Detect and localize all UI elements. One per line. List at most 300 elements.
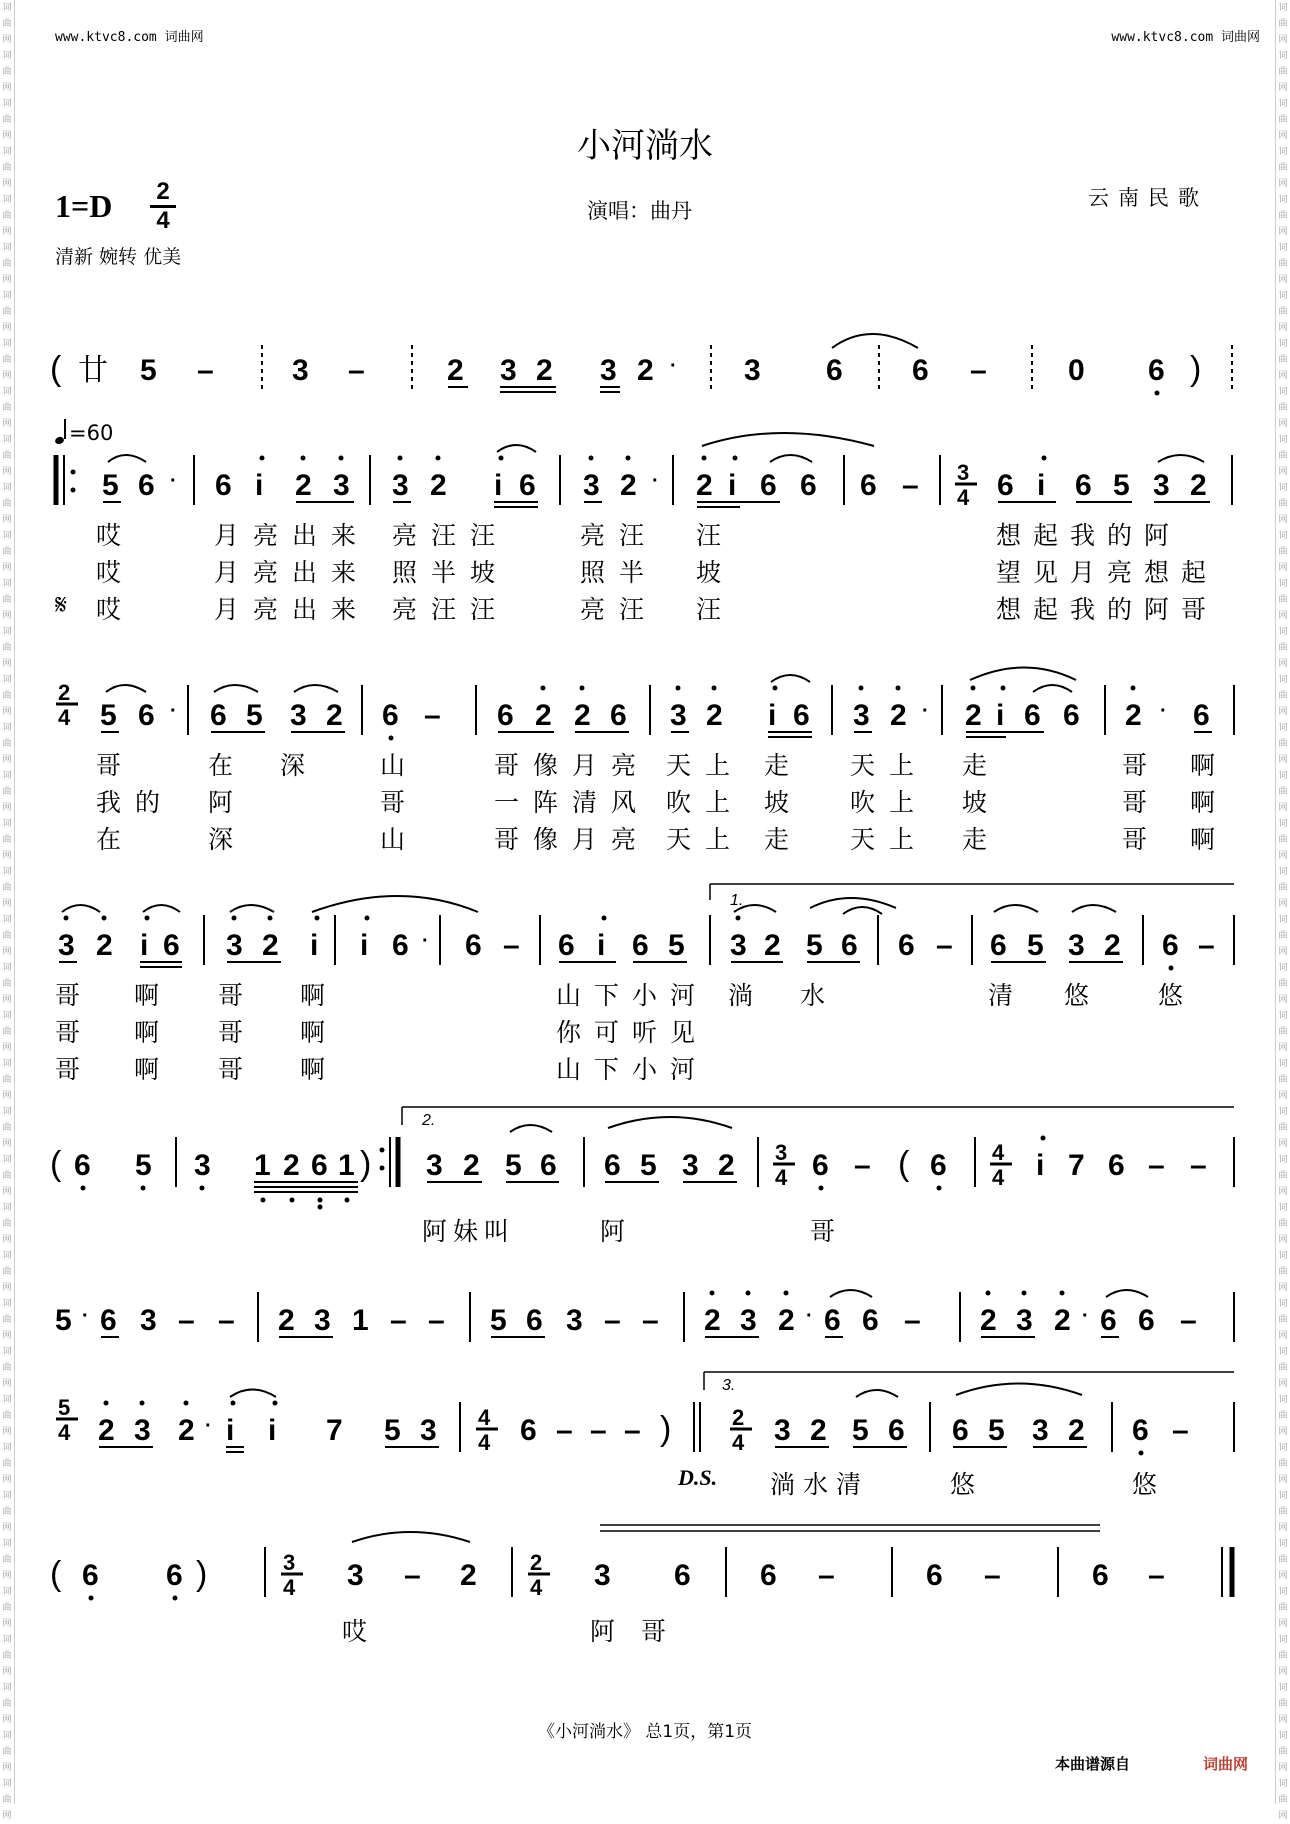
svg-text:4: 4 — [283, 1575, 296, 1600]
svg-text:–: – — [984, 1559, 1001, 1592]
svg-text:6: 6 — [1193, 699, 1210, 732]
svg-text:6: 6 — [997, 469, 1014, 502]
svg-text:6: 6 — [604, 1149, 621, 1182]
lyric-row3-v1: 悠 — [1064, 981, 1090, 1010]
lyric-row1-v3-a: 哎 — [96, 595, 122, 624]
svg-text:5: 5 — [668, 929, 685, 962]
svg-text:3: 3 — [774, 1414, 791, 1447]
svg-text:2: 2 — [1190, 469, 1207, 502]
svg-text:5: 5 — [140, 354, 157, 387]
lyric-row2-v1: 天上 — [850, 751, 929, 780]
svg-text:5: 5 — [135, 1149, 152, 1182]
lyric-row2-v3: 山 — [380, 825, 406, 854]
lyric-row2-v2: 一阵清风 — [494, 788, 651, 817]
svg-text:–: – — [348, 354, 365, 387]
svg-text:3: 3 — [775, 1140, 788, 1165]
svg-text:6: 6 — [793, 699, 810, 732]
svg-text:3: 3 — [1068, 929, 1085, 962]
staff-row-intro — [50, 334, 1232, 396]
brand-link[interactable]: 词曲网 — [1203, 1755, 1249, 1773]
segno-sign: 𝄋 — [55, 588, 68, 621]
svg-text:3: 3 — [194, 1149, 211, 1182]
svg-text:3: 3 — [682, 1149, 699, 1182]
svg-text:i: i — [268, 1414, 277, 1447]
svg-text:1: 1 — [352, 1304, 369, 1337]
svg-text:4: 4 — [957, 485, 970, 510]
svg-text:2: 2 — [326, 699, 343, 732]
svg-text:6: 6 — [519, 469, 536, 502]
svg-text:i: i — [226, 1414, 235, 1447]
lyric-row3-v3: 啊 — [300, 1055, 326, 1084]
lyric-row4: 哥 — [810, 1217, 836, 1246]
lyric-row2-v3: 哥像月亮 — [494, 825, 651, 854]
svg-text:6: 6 — [760, 469, 777, 502]
svg-text:6: 6 — [912, 354, 929, 387]
svg-text:2: 2 — [430, 469, 447, 502]
svg-text:i: i — [360, 929, 369, 962]
svg-text:6: 6 — [826, 354, 843, 387]
svg-text:3: 3 — [58, 929, 75, 962]
svg-text:6: 6 — [520, 1414, 537, 1447]
svg-text:2: 2 — [447, 354, 464, 387]
lyric-row2-v1: 哥 — [96, 751, 122, 780]
lyric-row2-v1: 深 — [280, 751, 306, 780]
svg-text:3: 3 — [853, 699, 870, 732]
lyric-row2-v1: 走 — [764, 751, 790, 780]
lyric-row2-v2: 哥 — [1122, 788, 1148, 817]
svg-text:3: 3 — [600, 354, 617, 387]
svg-text:): ) — [196, 1555, 208, 1593]
svg-text:3: 3 — [292, 354, 309, 387]
svg-text:2: 2 — [283, 1149, 300, 1182]
staff-row-3 — [58, 884, 1234, 971]
svg-text:5: 5 — [640, 1149, 657, 1182]
svg-text:i: i — [310, 929, 319, 962]
tempo-marking: =60 — [55, 420, 113, 445]
svg-text:3: 3 — [140, 1304, 157, 1337]
svg-text:6: 6 — [311, 1149, 328, 1182]
svg-text:2: 2 — [536, 354, 553, 387]
lyric-row3-v1: 淌 — [728, 981, 754, 1010]
svg-text:): ) — [1190, 350, 1202, 388]
svg-text:4: 4 — [992, 1165, 1005, 1190]
left-watermark-strip: 词曲网词曲网词曲网词曲网词曲网词曲网词曲网词曲网词曲网词曲网词曲网词曲网词曲网词曲网词曲网词曲网词曲网词曲网词曲网词曲网词曲网词曲网词曲网词曲网词曲网词曲网词曲网词曲网词曲网词曲网词曲网词曲网词曲网词曲网词曲网词曲网词曲网词曲网 — [0, 0, 15, 1804]
lyric-row1-v3-e: 汪 — [696, 595, 722, 624]
lyric-row2-v3: 在 — [96, 825, 122, 854]
staff-row-2 — [56, 668, 1234, 741]
mood-text: 清新 婉转 优美 — [55, 246, 182, 268]
lyric-row6: 悠 — [950, 1470, 976, 1499]
lyric-row2-v1: 走 — [962, 751, 988, 780]
svg-text:6: 6 — [210, 699, 227, 732]
svg-text:廿: 廿 — [78, 354, 108, 387]
svg-text:6: 6 — [540, 1149, 557, 1182]
svg-text:3: 3 — [290, 699, 307, 732]
svg-text:): ) — [660, 1410, 672, 1448]
svg-text:2: 2 — [620, 469, 637, 502]
svg-text:2: 2 — [98, 1414, 115, 1447]
svg-text:·: · — [170, 470, 177, 492]
svg-text:–: – — [390, 1304, 407, 1337]
svg-text:3: 3 — [744, 354, 761, 387]
svg-text:6: 6 — [74, 1149, 91, 1182]
lyric-row2-v3: 啊 — [1190, 825, 1216, 854]
svg-text:4: 4 — [58, 705, 71, 730]
singer: 演唱：曲丹 — [587, 199, 692, 223]
svg-text:4: 4 — [58, 1420, 71, 1445]
time-denominator: 4 — [156, 207, 170, 234]
svg-text:3: 3 — [333, 469, 350, 502]
svg-text:3: 3 — [283, 1550, 296, 1575]
svg-text:6: 6 — [930, 1149, 947, 1182]
lyric-row1-v3-f: 想起我的阿哥 — [996, 595, 1219, 624]
svg-text:3: 3 — [583, 469, 600, 502]
lyric-row2-v2: 我的 — [96, 788, 175, 817]
key-signature: 1=D — [55, 188, 113, 224]
top-right-watermark: www.ktvc8.com 词曲网 — [1111, 30, 1260, 45]
svg-text:i: i — [597, 929, 606, 962]
svg-text:–: – — [404, 1559, 421, 1592]
svg-text:6: 6 — [465, 929, 482, 962]
svg-text:1: 1 — [254, 1149, 271, 1182]
svg-text:2: 2 — [704, 1304, 721, 1337]
time-numerator: 2 — [156, 178, 170, 205]
svg-text:3: 3 — [957, 460, 970, 485]
page-footer: 《小河淌水》 总1页，第1页 — [537, 1722, 753, 1742]
svg-text:·: · — [170, 700, 177, 722]
svg-text:3: 3 — [740, 1304, 757, 1337]
svg-text:3: 3 — [670, 699, 687, 732]
svg-text:–: – — [1148, 1149, 1165, 1182]
svg-text:5: 5 — [806, 929, 823, 962]
svg-text:2: 2 — [96, 929, 113, 962]
lyric-row1-v1-f: 想起我的阿 — [996, 521, 1182, 550]
svg-text:6: 6 — [674, 1559, 691, 1592]
lyric-row2-v1: 山 — [380, 751, 406, 780]
svg-text:–: – — [818, 1559, 835, 1592]
lyric-row3-v1: 山下小河 — [556, 981, 709, 1010]
svg-text:3: 3 — [392, 469, 409, 502]
svg-text:4: 4 — [530, 1575, 543, 1600]
svg-text:–: – — [428, 1304, 445, 1337]
svg-text:i: i — [728, 469, 737, 502]
svg-text:6: 6 — [382, 699, 399, 732]
lyric-row7: 哎 — [342, 1617, 368, 1646]
svg-text:(: ( — [50, 1145, 62, 1183]
svg-text:6: 6 — [952, 1414, 969, 1447]
svg-text:2: 2 — [1068, 1414, 1085, 1447]
svg-text:–: – — [1190, 1149, 1207, 1182]
lyric-row3-v3: 啊 — [134, 1055, 160, 1084]
svg-text:·: · — [670, 355, 677, 377]
svg-text:2: 2 — [460, 1559, 477, 1592]
lyric-row1-v3-d: 亮汪 — [580, 595, 659, 624]
svg-text:i: i — [768, 699, 777, 732]
svg-text:6: 6 — [1138, 1304, 1155, 1337]
lyric-row2-v1: 在 — [208, 751, 234, 780]
lyric-row3-v2: 哥 — [55, 1018, 81, 1047]
lyric-row3-v3: 哥 — [218, 1055, 244, 1084]
svg-text:(: ( — [50, 1555, 62, 1593]
lyric-row2-v1: 啊 — [1190, 751, 1216, 780]
svg-text:5: 5 — [58, 1395, 71, 1420]
svg-text:3: 3 — [1153, 469, 1170, 502]
svg-text:5: 5 — [490, 1304, 507, 1337]
svg-text:0: 0 — [1068, 354, 1085, 387]
svg-text:–: – — [936, 929, 953, 962]
svg-text:6: 6 — [526, 1304, 543, 1337]
svg-text:–: – — [1180, 1304, 1197, 1337]
svg-text:–: – — [218, 1304, 235, 1337]
svg-text:2: 2 — [706, 699, 723, 732]
lyric-row2-v3: 哥 — [1122, 825, 1148, 854]
svg-text:(: ( — [898, 1145, 910, 1183]
svg-text:·: · — [82, 1305, 89, 1327]
svg-text:–: – — [970, 354, 987, 387]
lyric-row2-v1: 天上 — [666, 751, 745, 780]
svg-text:–: – — [904, 1304, 921, 1337]
svg-text:6: 6 — [138, 469, 155, 502]
lyric-row3-v1: 水 — [800, 981, 826, 1010]
source-label: 本曲谱源自 — [1055, 1755, 1131, 1773]
lyric-row1-v2-f: 望见月亮想起 — [996, 558, 1219, 587]
lyric-row3-v1: 啊 — [300, 981, 326, 1010]
svg-text:–: – — [1198, 929, 1215, 962]
svg-text:3.: 3. — [722, 1377, 736, 1394]
svg-text:2: 2 — [178, 1414, 195, 1447]
svg-text:3: 3 — [347, 1559, 364, 1592]
lyric-row2-v3: 走 — [962, 825, 988, 854]
svg-text:6: 6 — [812, 1149, 829, 1182]
svg-text:–: – — [590, 1414, 607, 1447]
staff-row-1 — [56, 433, 1232, 510]
svg-text:6: 6 — [1100, 1304, 1117, 1337]
lyric-row1-v2-e: 坡 — [696, 558, 722, 587]
svg-text:6: 6 — [1024, 699, 1041, 732]
lyric-row1-v1-c: 亮汪汪 — [392, 521, 510, 550]
svg-text:–: – — [902, 469, 919, 502]
svg-text:2: 2 — [574, 699, 591, 732]
lyric-row3-v1: 哥 — [218, 981, 244, 1010]
staff-row-7 — [50, 1525, 1232, 1601]
top-left-watermark: www.ktvc8.com 词曲网 — [55, 30, 204, 45]
svg-text:6: 6 — [824, 1304, 841, 1337]
svg-text:4: 4 — [478, 1405, 491, 1430]
lyric-row3-v3: 山下小河 — [556, 1055, 709, 1084]
svg-text:2: 2 — [980, 1304, 997, 1337]
svg-text:3: 3 — [426, 1149, 443, 1182]
svg-text:4: 4 — [732, 1430, 745, 1455]
svg-text:i: i — [140, 929, 149, 962]
svg-text:6: 6 — [898, 929, 915, 962]
svg-text:6: 6 — [1162, 929, 1179, 962]
lyric-row1-v2-c: 照半坡 — [392, 558, 510, 587]
lyric-row6: 悠 — [1132, 1470, 1158, 1499]
svg-text:6: 6 — [841, 929, 858, 962]
svg-text:2: 2 — [764, 929, 781, 962]
svg-text:5: 5 — [100, 699, 117, 732]
svg-text:5: 5 — [1113, 469, 1130, 502]
svg-text:2: 2 — [732, 1405, 745, 1430]
svg-text:·: · — [1082, 1305, 1089, 1327]
svg-text:(: ( — [50, 350, 62, 388]
lyric-row2-v2: 坡 — [764, 788, 790, 817]
svg-text:6: 6 — [166, 1559, 183, 1592]
svg-text:–: – — [1148, 1559, 1165, 1592]
svg-text:·: · — [806, 1305, 813, 1327]
svg-text:6: 6 — [800, 469, 817, 502]
svg-text:2: 2 — [718, 1149, 735, 1182]
lyric-row2-v3: 走 — [764, 825, 790, 854]
lyric-row1-v2-d: 照半 — [580, 558, 659, 587]
svg-text:·: · — [652, 470, 659, 492]
svg-text:2: 2 — [530, 1550, 543, 1575]
staff-row-4 — [50, 1107, 1234, 1210]
svg-text:): ) — [360, 1145, 372, 1183]
staff-row-6 — [56, 1372, 1234, 1456]
svg-text:3: 3 — [500, 354, 517, 387]
svg-text:6: 6 — [760, 1559, 777, 1592]
lyric-row4: 阿妹叫 — [422, 1217, 516, 1246]
svg-text:5: 5 — [384, 1414, 401, 1447]
lyric-row1-v3-c: 亮汪汪 — [392, 595, 510, 624]
lyric-row3-v1: 啊 — [134, 981, 160, 1010]
svg-text:3: 3 — [566, 1304, 583, 1337]
svg-text:6: 6 — [82, 1559, 99, 1592]
svg-text:6: 6 — [632, 929, 649, 962]
lyric-row2-v2: 吹上 — [666, 788, 745, 817]
svg-text:i: i — [494, 469, 503, 502]
svg-text:–: – — [503, 929, 520, 962]
svg-text:6: 6 — [1132, 1414, 1149, 1447]
lyric-row2-v2: 哥 — [380, 788, 406, 817]
svg-text:2: 2 — [58, 680, 71, 705]
svg-text:3: 3 — [420, 1414, 437, 1447]
lyric-row3-v3: 哥 — [55, 1055, 81, 1084]
lyric-row2-v3: 深 — [208, 825, 234, 854]
svg-text:1.: 1. — [730, 892, 744, 909]
svg-text:–: – — [556, 1414, 573, 1447]
svg-text:6: 6 — [888, 1414, 905, 1447]
svg-text:·: · — [422, 930, 429, 952]
lyric-row2-v2: 啊 — [1190, 788, 1216, 817]
svg-text:2: 2 — [1054, 1304, 1071, 1337]
svg-text:6: 6 — [558, 929, 575, 962]
svg-text:2: 2 — [295, 469, 312, 502]
svg-text:i: i — [255, 469, 264, 502]
lyric-row3-v1: 悠 — [1158, 981, 1184, 1010]
lyric-row4: 阿 — [600, 1217, 626, 1246]
svg-text:·: · — [922, 700, 929, 722]
svg-text:6: 6 — [862, 1304, 879, 1337]
svg-text:2.: 2. — [422, 1112, 436, 1129]
svg-text:2: 2 — [1125, 699, 1142, 732]
svg-text:2: 2 — [535, 699, 552, 732]
svg-text:–: – — [1172, 1414, 1189, 1447]
svg-text:6: 6 — [392, 929, 409, 962]
svg-text:–: – — [624, 1414, 641, 1447]
svg-text:i: i — [996, 699, 1005, 732]
svg-text:6: 6 — [497, 699, 514, 732]
svg-text:2: 2 — [778, 1304, 795, 1337]
svg-text:5: 5 — [1027, 929, 1044, 962]
lyric-row1-v2-a: 哎 — [96, 558, 122, 587]
svg-text:3: 3 — [594, 1559, 611, 1592]
svg-text:2: 2 — [278, 1304, 295, 1337]
svg-text:–: – — [604, 1304, 621, 1337]
lyric-row2-v2: 阿 — [208, 788, 234, 817]
svg-text:2: 2 — [890, 699, 907, 732]
svg-text:5: 5 — [55, 1304, 72, 1337]
lyric-row1-v2-b: 月亮出来 — [214, 558, 371, 587]
lyric-row2-v1: 哥像月亮 — [494, 751, 651, 780]
song-title: 小河淌水 — [577, 126, 713, 166]
lyric-row2-v3: 天上 — [666, 825, 745, 854]
svg-text:6: 6 — [1092, 1559, 1109, 1592]
svg-text:6: 6 — [610, 699, 627, 732]
svg-text:4: 4 — [478, 1430, 491, 1455]
svg-text:6: 6 — [1108, 1149, 1125, 1182]
lyric-row3-v2: 哥 — [218, 1018, 244, 1047]
svg-text:6: 6 — [1063, 699, 1080, 732]
svg-text:2: 2 — [463, 1149, 480, 1182]
svg-text:·: · — [1160, 700, 1167, 722]
origin: 云南民歌 — [1088, 186, 1208, 210]
svg-text:i: i — [1037, 469, 1046, 502]
svg-text:3: 3 — [730, 929, 747, 962]
svg-text:6: 6 — [138, 699, 155, 732]
svg-text:3: 3 — [1032, 1414, 1049, 1447]
lyric-row7: 阿哥 — [590, 1617, 693, 1646]
svg-text:6: 6 — [1075, 469, 1092, 502]
lyric-row1-v3-b: 月亮出来 — [214, 595, 371, 624]
svg-text:6: 6 — [215, 469, 232, 502]
svg-text:5: 5 — [852, 1414, 869, 1447]
svg-text:6: 6 — [990, 929, 1007, 962]
svg-text:·: · — [205, 1415, 212, 1437]
svg-text:3: 3 — [1016, 1304, 1033, 1337]
svg-text:–: – — [197, 354, 214, 387]
svg-text:6: 6 — [926, 1559, 943, 1592]
svg-text:6: 6 — [163, 929, 180, 962]
ds-marking: D.S. — [678, 1465, 718, 1490]
svg-text:7: 7 — [326, 1414, 343, 1447]
svg-text:7: 7 — [1068, 1149, 1085, 1182]
svg-text:2: 2 — [262, 929, 279, 962]
lyric-row2-v2: 坡 — [962, 788, 988, 817]
svg-text:3: 3 — [314, 1304, 331, 1337]
svg-text:6: 6 — [1148, 354, 1165, 387]
svg-text:5: 5 — [988, 1414, 1005, 1447]
svg-text:–: – — [854, 1149, 871, 1182]
lyric-row3-v1: 清 — [988, 981, 1014, 1010]
svg-text:5: 5 — [102, 469, 119, 502]
svg-text:4: 4 — [775, 1165, 788, 1190]
lyric-row6: 淌水清 — [770, 1470, 870, 1499]
svg-text:2: 2 — [637, 354, 654, 387]
svg-text:3: 3 — [134, 1414, 151, 1447]
svg-text:2: 2 — [696, 469, 713, 502]
lyric-row3-v2: 啊 — [300, 1018, 326, 1047]
svg-text:5: 5 — [246, 699, 263, 732]
svg-text:–: – — [642, 1304, 659, 1337]
svg-text:6: 6 — [860, 469, 877, 502]
right-watermark-strip: 词曲网词曲网词曲网词曲网词曲网词曲网词曲网词曲网词曲网词曲网词曲网词曲网词曲网词曲网词曲网词曲网词曲网词曲网词曲网词曲网词曲网词曲网词曲网词曲网词曲网词曲网词曲网词曲网词曲网词曲网词曲网词曲网词曲网词曲网词曲网词曲网词曲网词曲网 — [1275, 0, 1290, 1804]
lyric-row1-v1-a: 哎 — [96, 521, 122, 550]
svg-text:4: 4 — [992, 1140, 1005, 1165]
svg-text:6: 6 — [100, 1304, 117, 1337]
lyric-row2-v2: 吹上 — [850, 788, 929, 817]
